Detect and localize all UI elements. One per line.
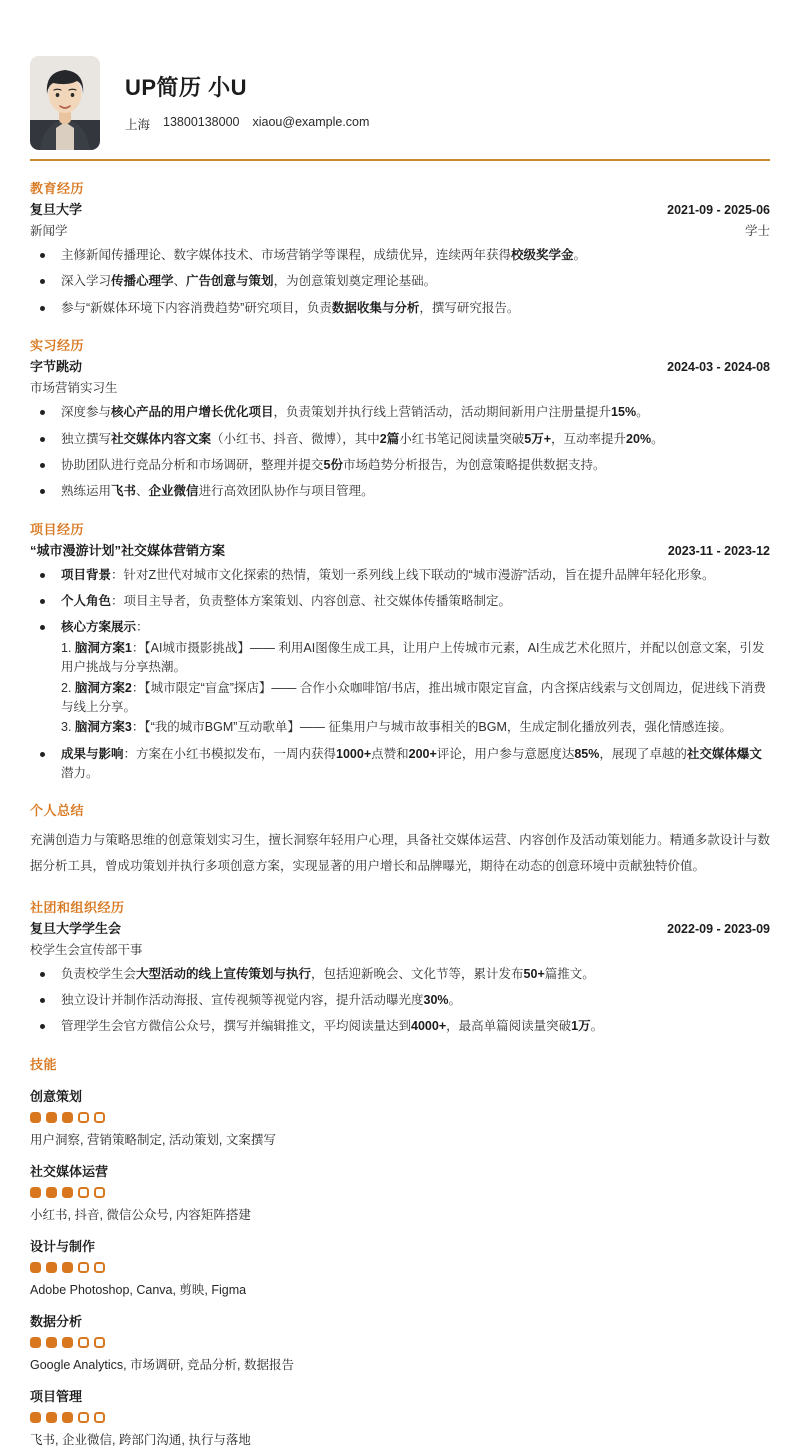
skill-dot-filled: [30, 1187, 41, 1198]
text-run-bold: 20%: [626, 431, 652, 446]
header-divider: [30, 159, 770, 161]
section-title-organization: 社团和组织经历: [30, 899, 125, 915]
text-run: 潜力。: [61, 766, 99, 780]
text-run: 、: [173, 274, 187, 289]
text-run-bold: 脑洞方案2: [74, 680, 132, 695]
skill-dot-filled: [62, 1187, 73, 1198]
text-run: ：项目主导者，负责整体方案策划、内容创意、社交媒体传播策略制定。: [111, 594, 512, 608]
text-run-bold: 成果与影响: [61, 746, 124, 761]
text-run: 。: [448, 993, 462, 1007]
candidate-name: UP简历 小U: [125, 75, 248, 100]
contact-email: xiaou@example.com: [252, 115, 370, 129]
text-run: 评论，用户参与意愿度达: [436, 746, 575, 761]
section-title-summary: 个人总结: [30, 803, 85, 819]
section-title-skills: 技能: [30, 1056, 58, 1072]
bullet-item: [30, 1017, 770, 1036]
skill-dot-empty: [94, 1262, 105, 1273]
skill-item-creative-planning: [30, 1086, 770, 1148]
text-run-bold: 个人角色: [61, 594, 112, 608]
organization-name: 复旦大学学生会: [30, 920, 122, 936]
text-run: 管理学生会官方微信公众号，撰写并编辑推文，平均阅读量达到: [61, 1019, 412, 1034]
bullet-item: [30, 592, 770, 611]
skill-detail: 用户洞察, 营销策略制定, 活动策划, 文案撰写: [30, 1132, 276, 1147]
skill-name: 设计与制作: [30, 1238, 96, 1254]
bullet-item: [30, 246, 770, 265]
text-run-bold: 飞书: [111, 484, 137, 499]
skill-dot-filled: [46, 1412, 57, 1423]
skill-dot-empty: [78, 1337, 89, 1348]
bullet-item: [30, 991, 770, 1010]
skill-level-indicator: [30, 1337, 770, 1348]
text-run: 。: [573, 248, 587, 262]
text-run: ，展现了卓越的: [599, 746, 687, 761]
education-entry-head: [30, 199, 770, 218]
section-title-education: 教育经历: [30, 181, 85, 196]
text-run: ，负责策划并执行线上营销活动，活动期间新用户注册量提升: [273, 405, 612, 420]
text-run: ，包括迎新晚会、文化节等，累计发布: [311, 966, 524, 981]
skill-name: 数据分析: [30, 1313, 83, 1329]
text-run: 1.: [61, 640, 75, 655]
profile-photo-illustration: [30, 56, 100, 150]
text-run: 参与“新媒体环境下内容消费趋势”研究项目，负责: [61, 300, 332, 315]
job-title: 市场营销实习生: [30, 381, 118, 396]
bullet-item: [30, 272, 770, 291]
section-project: [30, 519, 770, 784]
text-run-bold: 脑洞方案1: [74, 640, 132, 655]
text-run: 进行高效团队协作与项目管理。: [198, 484, 374, 499]
skill-name: 项目管理: [30, 1388, 83, 1404]
internship-date-range: 2024-03 - 2024-08: [667, 360, 770, 375]
text-run: ：针对Z世代对城市文化探索的热情，策划一系列线上线下联动的“城市漫游”活动，旨在提升品牌年轻化形象。: [111, 567, 715, 582]
education-date-range: 2021-09 - 2025-06: [667, 203, 770, 217]
skill-dot-empty: [94, 1187, 105, 1198]
skill-dot-empty: [94, 1412, 105, 1423]
core-plans-label: [61, 618, 770, 637]
contact-location: 上海: [125, 118, 151, 132]
skill-detail: 飞书, 企业微信, 跨部门沟通, 执行与落地: [30, 1432, 251, 1447]
text-run-bold: 30%: [423, 993, 449, 1007]
internship-bullets: [30, 403, 770, 502]
bullet-item: [30, 430, 770, 449]
text-run: 协助团队进行竞品分析和市场调研，整理并提交: [61, 457, 324, 472]
text-run-bold: 5万+: [524, 431, 552, 446]
skill-dot-filled: [62, 1337, 73, 1348]
text-run: 篇推文。: [544, 966, 595, 981]
organization-date-range: 2022-09 - 2023-09: [667, 921, 770, 936]
text-run: 市场趋势分析报告，为创意策略提供数据支持。: [342, 457, 606, 472]
text-run-bold: 数据收集与分析: [331, 300, 420, 315]
bullet-item: [30, 482, 770, 501]
skill-dot-filled: [62, 1412, 73, 1423]
skill-name: 社交媒体运营: [30, 1163, 109, 1179]
organization-entry-head: [30, 918, 770, 937]
skill-level-indicator: [30, 1112, 770, 1123]
text-run-bold: 脑洞方案3: [74, 720, 132, 735]
skill-detail: Adobe Photoshop, Canva, 剪映, Figma: [30, 1282, 247, 1297]
skill-dot-filled: [30, 1112, 41, 1123]
contact-line: [125, 115, 369, 133]
project-date-range: 2023-11 - 2023-12: [667, 543, 770, 558]
text-run: ，撰写研究报告。: [419, 300, 520, 315]
text-run: 独立设计并制作活动海报、宣传视频等视觉内容，提升活动曝光度: [61, 993, 424, 1007]
skill-dot-empty: [94, 1337, 105, 1348]
internship-entry-sub: [30, 378, 770, 396]
text-run: 主修新闻传播理论、数字媒体技术、市场营销学等课程，成绩优异，连续两年获得: [61, 248, 512, 262]
bullet-item: [30, 965, 770, 984]
text-run-bold: 核心方案展示: [61, 620, 137, 635]
text-run: （小红书、抖音、微博），其中: [211, 431, 380, 446]
plan-line: [61, 639, 770, 678]
bullet-item: [30, 566, 770, 585]
text-run: 3.: [61, 720, 75, 735]
text-run: 。: [636, 405, 649, 420]
text-run: ，互动率提升: [551, 431, 627, 446]
text-run-bold: 50+: [523, 966, 545, 981]
text-run: ：【AI城市摄影挑战】—— 利用AI图像生成工具，让用户上传城市元素，AI生成艺术化照片，并配以创意文案，引发用户挑战与分享热潮。: [61, 640, 765, 675]
plan-line: [61, 679, 770, 718]
bullet-item: [30, 745, 770, 784]
skill-name: 创意策划: [30, 1088, 83, 1104]
skill-dot-empty: [78, 1187, 89, 1198]
skill-dot-empty: [78, 1112, 89, 1123]
text-run: ：【“我的城市BGM”互动歌单】—— 征集用户与城市故事相关的BGM，生成定制化播放列表，强化情感连接。: [131, 720, 732, 735]
text-run-bold: 校级奖学金: [511, 248, 574, 262]
skill-level-indicator: [30, 1187, 770, 1198]
skill-item-data-analysis: [30, 1311, 770, 1373]
skill-dot-filled: [30, 1412, 41, 1423]
project-entry-head: [30, 540, 770, 559]
school-name: 复旦大学: [30, 202, 83, 217]
internship-entry-head: [30, 356, 770, 375]
text-run-bold: 1000+: [336, 746, 372, 761]
skill-dot-filled: [46, 1112, 57, 1123]
organization-role: 校学生会宣传部干事: [30, 942, 143, 957]
skill-item-design: [30, 1236, 770, 1298]
skill-dot-empty: [78, 1262, 89, 1273]
text-run-bold: 85%: [574, 746, 600, 761]
text-run: 熟练运用: [61, 484, 112, 499]
text-run-bold: 传播心理学: [111, 274, 174, 289]
header-text: [125, 56, 369, 133]
skill-item-project-management: [30, 1386, 770, 1448]
section-title-project: 项目经历: [30, 521, 85, 537]
skill-dot-filled: [46, 1337, 57, 1348]
summary-paragraph: 充满创造力与策略思维的创意策划实习生，擅长洞察年轻用户心理，具备社交媒体运营、内容创作及活动策划能力。精通多款设计与数据分析工具，曾成功策划并执行多项创意方案，实现显著的用户增长和品牌曝光，期待在动态的创意环境中贡献独特价值。: [30, 833, 770, 873]
text-run: 深入学习: [61, 274, 112, 289]
project-name: “城市漫游计划”社交媒体营销方案: [30, 542, 226, 558]
bullet-item-core-plans: [30, 618, 770, 737]
text-run: 独立撰写: [61, 431, 112, 446]
organization-bullets: [30, 965, 770, 1037]
text-run-bold: 15%: [611, 405, 637, 420]
bullet-item: [30, 299, 770, 318]
skill-dot-filled: [30, 1262, 41, 1273]
text-run: 2.: [61, 680, 75, 695]
section-skills: [30, 1054, 770, 1448]
skill-dot-filled: [46, 1187, 57, 1198]
skill-level-indicator: [30, 1262, 770, 1273]
text-run-bold: 5份: [323, 457, 343, 472]
section-internship: [30, 335, 770, 502]
text-run-bold: 企业微信: [148, 484, 199, 499]
text-run-bold: 社交媒体爆文: [686, 746, 762, 761]
text-run: ，为创意策划奠定理论基础。: [273, 274, 437, 289]
section-title-internship: 实习经历: [30, 338, 85, 354]
skill-dot-filled: [30, 1337, 41, 1348]
contact-phone: 13800138000: [163, 115, 240, 129]
text-run-bold: 核心产品的用户增长优化项目: [111, 405, 274, 420]
text-run: ：【城市限定“盲盒”探店】—— 合作小众咖啡馆/书店，推出城市限定盲盒，内含探店线索与文创周边，促进线下消费与线上分享。: [61, 680, 766, 714]
text-run-bold: 200+: [408, 746, 437, 761]
text-run-bold: 广告创意与策划: [186, 274, 274, 289]
skill-dot-filled: [46, 1262, 57, 1273]
skill-level-indicator: [30, 1412, 770, 1423]
degree-label: 学士: [744, 224, 770, 238]
text-run-bold: 2篇: [379, 431, 400, 446]
organization-entry-sub: [30, 940, 770, 958]
resume-header: [30, 56, 770, 150]
skill-dot-empty: [94, 1112, 105, 1123]
text-run: ，最高单篇阅读量突破: [446, 1019, 572, 1034]
text-run: 小红书笔记阅读量突破: [399, 431, 525, 446]
text-run: 。: [590, 1019, 604, 1034]
text-run-bold: 大型活动的线上宣传策划与执行: [136, 966, 312, 981]
text-run: 。: [651, 431, 664, 446]
profile-photo: [30, 56, 100, 150]
bullet-item: [30, 403, 770, 422]
project-bullets: [30, 566, 770, 784]
section-summary: [30, 800, 770, 879]
text-run: 负责校学生会: [61, 966, 137, 981]
text-run-bold: 社交媒体内容文案: [111, 431, 212, 446]
skill-dot-filled: [62, 1262, 73, 1273]
text-run: ：方案在小红书模拟发布，一周内获得: [123, 746, 337, 761]
skill-dot-empty: [78, 1412, 89, 1423]
bullet-item: [30, 456, 770, 475]
text-run: 深度参与: [61, 405, 112, 420]
company-name: 字节跳动: [30, 359, 83, 375]
section-education: [30, 178, 770, 318]
section-organization: [30, 897, 770, 1037]
skill-detail: Google Analytics, 市场调研, 竞品分析, 数据报告: [30, 1357, 294, 1372]
text-run-bold: 项目背景: [61, 567, 112, 582]
skill-detail: 小红书, 抖音, 微信公众号, 内容矩阵搭建: [30, 1207, 251, 1222]
text-run: 点赞和: [371, 746, 409, 761]
plan-line: [61, 718, 770, 737]
text-run: ：: [136, 620, 149, 635]
text-run-bold: 1万: [571, 1019, 591, 1034]
text-run: 、: [136, 484, 149, 499]
skill-item-social-media: [30, 1161, 770, 1223]
education-bullets: [30, 246, 770, 318]
skill-dot-filled: [62, 1112, 73, 1123]
major-name: 新闻学: [30, 224, 68, 238]
education-entry-sub: [30, 221, 770, 239]
text-run-bold: 4000+: [411, 1019, 447, 1034]
